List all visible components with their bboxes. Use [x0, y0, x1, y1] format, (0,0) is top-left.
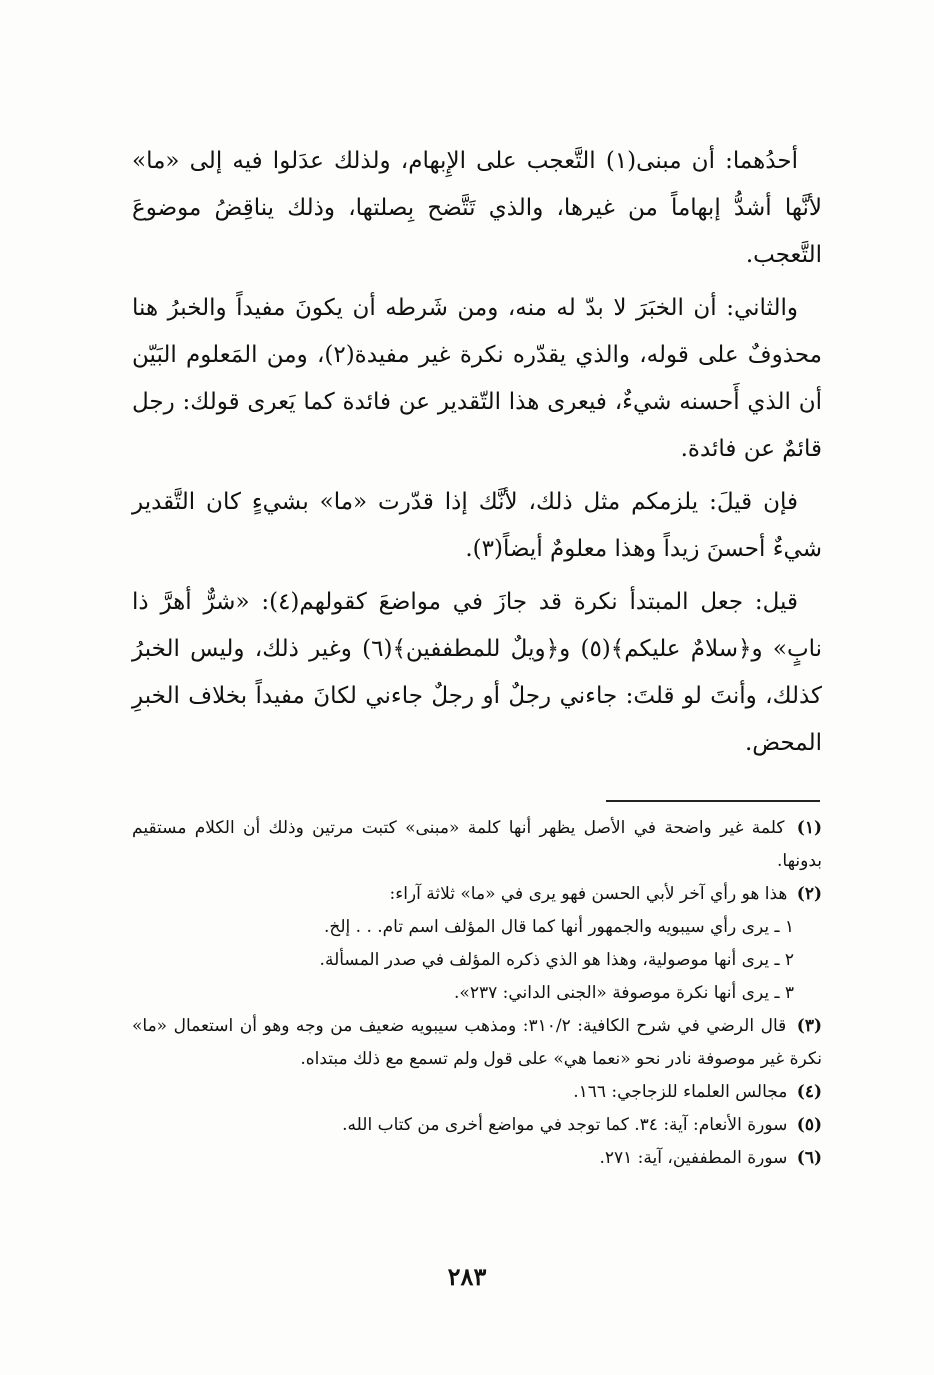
paragraph-1: أحدُهما: أن مبنى(١) التَّعجب على الإِبهام، ولذلك عدَلوا فيه إلى «ما» لأنَّها أشدُّ إبهاماً من غيرها، والذي تَتَّضح بِصلتها، وذلك يناقِضُ موضوعَ التَّعجب. [132, 148, 822, 268]
paragraph-4: قيل: جعل المبتدأ نكرة قد جازَ في مواضعَ كقولهم(٤): «شرٌّ أهرَّ ذا نابٍ» و﴿سلامٌ عليكم﴾(٥) و﴿ويلٌ للمطففين﴾(٦) وغير ذلك، وليس الخبرُ كذلك، وأنتَ لو قلتَ: جاءني رجلٌ أو رجلٌ جاءني لكانَ مفيداً بخلاف الخبرِ المحض. [132, 589, 823, 756]
paragraph-2: والثاني: أن الخبَرَ لا بدّ له منه، ومن شَرطه أن يكونَ مفيداً والخبرُ هنا محذوفٌ على قوله، والذي يقدّره نكرة غير مفيدة(٢)، ومن المَعلوم البَيّن أن الذي أَحسنه شيءٌ، فيعرى هذا التّقدير عن فائدة كما يَعرى قولك: رجل قائمٌ عن فائدة. [132, 295, 822, 462]
footnote-5 [132, 1109, 822, 1142]
footnote-number: (١) [796, 818, 822, 838]
footnote-2 [132, 878, 822, 911]
footnote-2-item-2: ٢ ـ يرى أنها موصولية، وهذا هو الذي ذكره المؤلف في صدر المسألة. [319, 950, 794, 970]
footnotes [132, 812, 822, 1175]
footnote-text: كلمة غير واضحة في الأصل يظهر أنها كلمة «مبنى» كتبت مرتين وذلك أن الكلام مستقيم بدونها. [132, 818, 822, 871]
footnote-separator [606, 800, 820, 802]
footnote-2-item-1: ١ ـ يرى رأي سيبويه والجمهور أنها كما قال المؤلف اسم تام. . . إلخ. [323, 917, 794, 937]
footnote-text: هذا هو رأي آخر لأبي الحسن فهو يرى في «ما» ثلاثة آراء: [389, 884, 788, 904]
footnote-number: (٤) [796, 1082, 822, 1102]
footnote-text: مجالس العلماء للزجاجي: ١٦٦. [573, 1082, 788, 1102]
footnote-4 [132, 1076, 822, 1109]
main-text [132, 138, 822, 773]
footnote-3 [132, 1010, 822, 1076]
page-number: ٢٨٣ [447, 1262, 487, 1291]
footnote-text: قال الرضي في شرح الكافية: ٣١٠/٢: ومذهب سيبويه ضعيف من وجه وهو أن استعمال «ما» نكرة غير موصوفة نادر نحو «نعما هي» على قول ولم تسمع مع ذلك مبتداه. [132, 1016, 822, 1069]
footnote-1 [132, 812, 822, 878]
footnote-number: (٥) [796, 1115, 822, 1135]
footnote-text: سورة الأنعام: آية: ٣٤. كما توجد في مواضع أخرى من كتاب الله. [342, 1115, 788, 1135]
footnote-number: (٣) [796, 1016, 823, 1036]
footnote-text: سورة المطففين، آية: ٢٧١. [599, 1148, 788, 1168]
footnote-number: (٦) [796, 1148, 822, 1168]
paragraph-3: فإن قيلَ: يلزمكم مثل ذلك، لأنَّك إذا قدّرت «ما» بشيءٍ كان التَّقدير شيءٌ أحسنَ زيداً وهذا معلومٌ أيضاً(٣). [132, 489, 822, 562]
footnote-6 [132, 1142, 822, 1175]
footnote-2-item-3: ٣ ـ يرى أنها نكرة موصوفة «الجنى الداني: ٢٣٧». [454, 983, 794, 1003]
footnote-number: (٢) [796, 884, 822, 904]
